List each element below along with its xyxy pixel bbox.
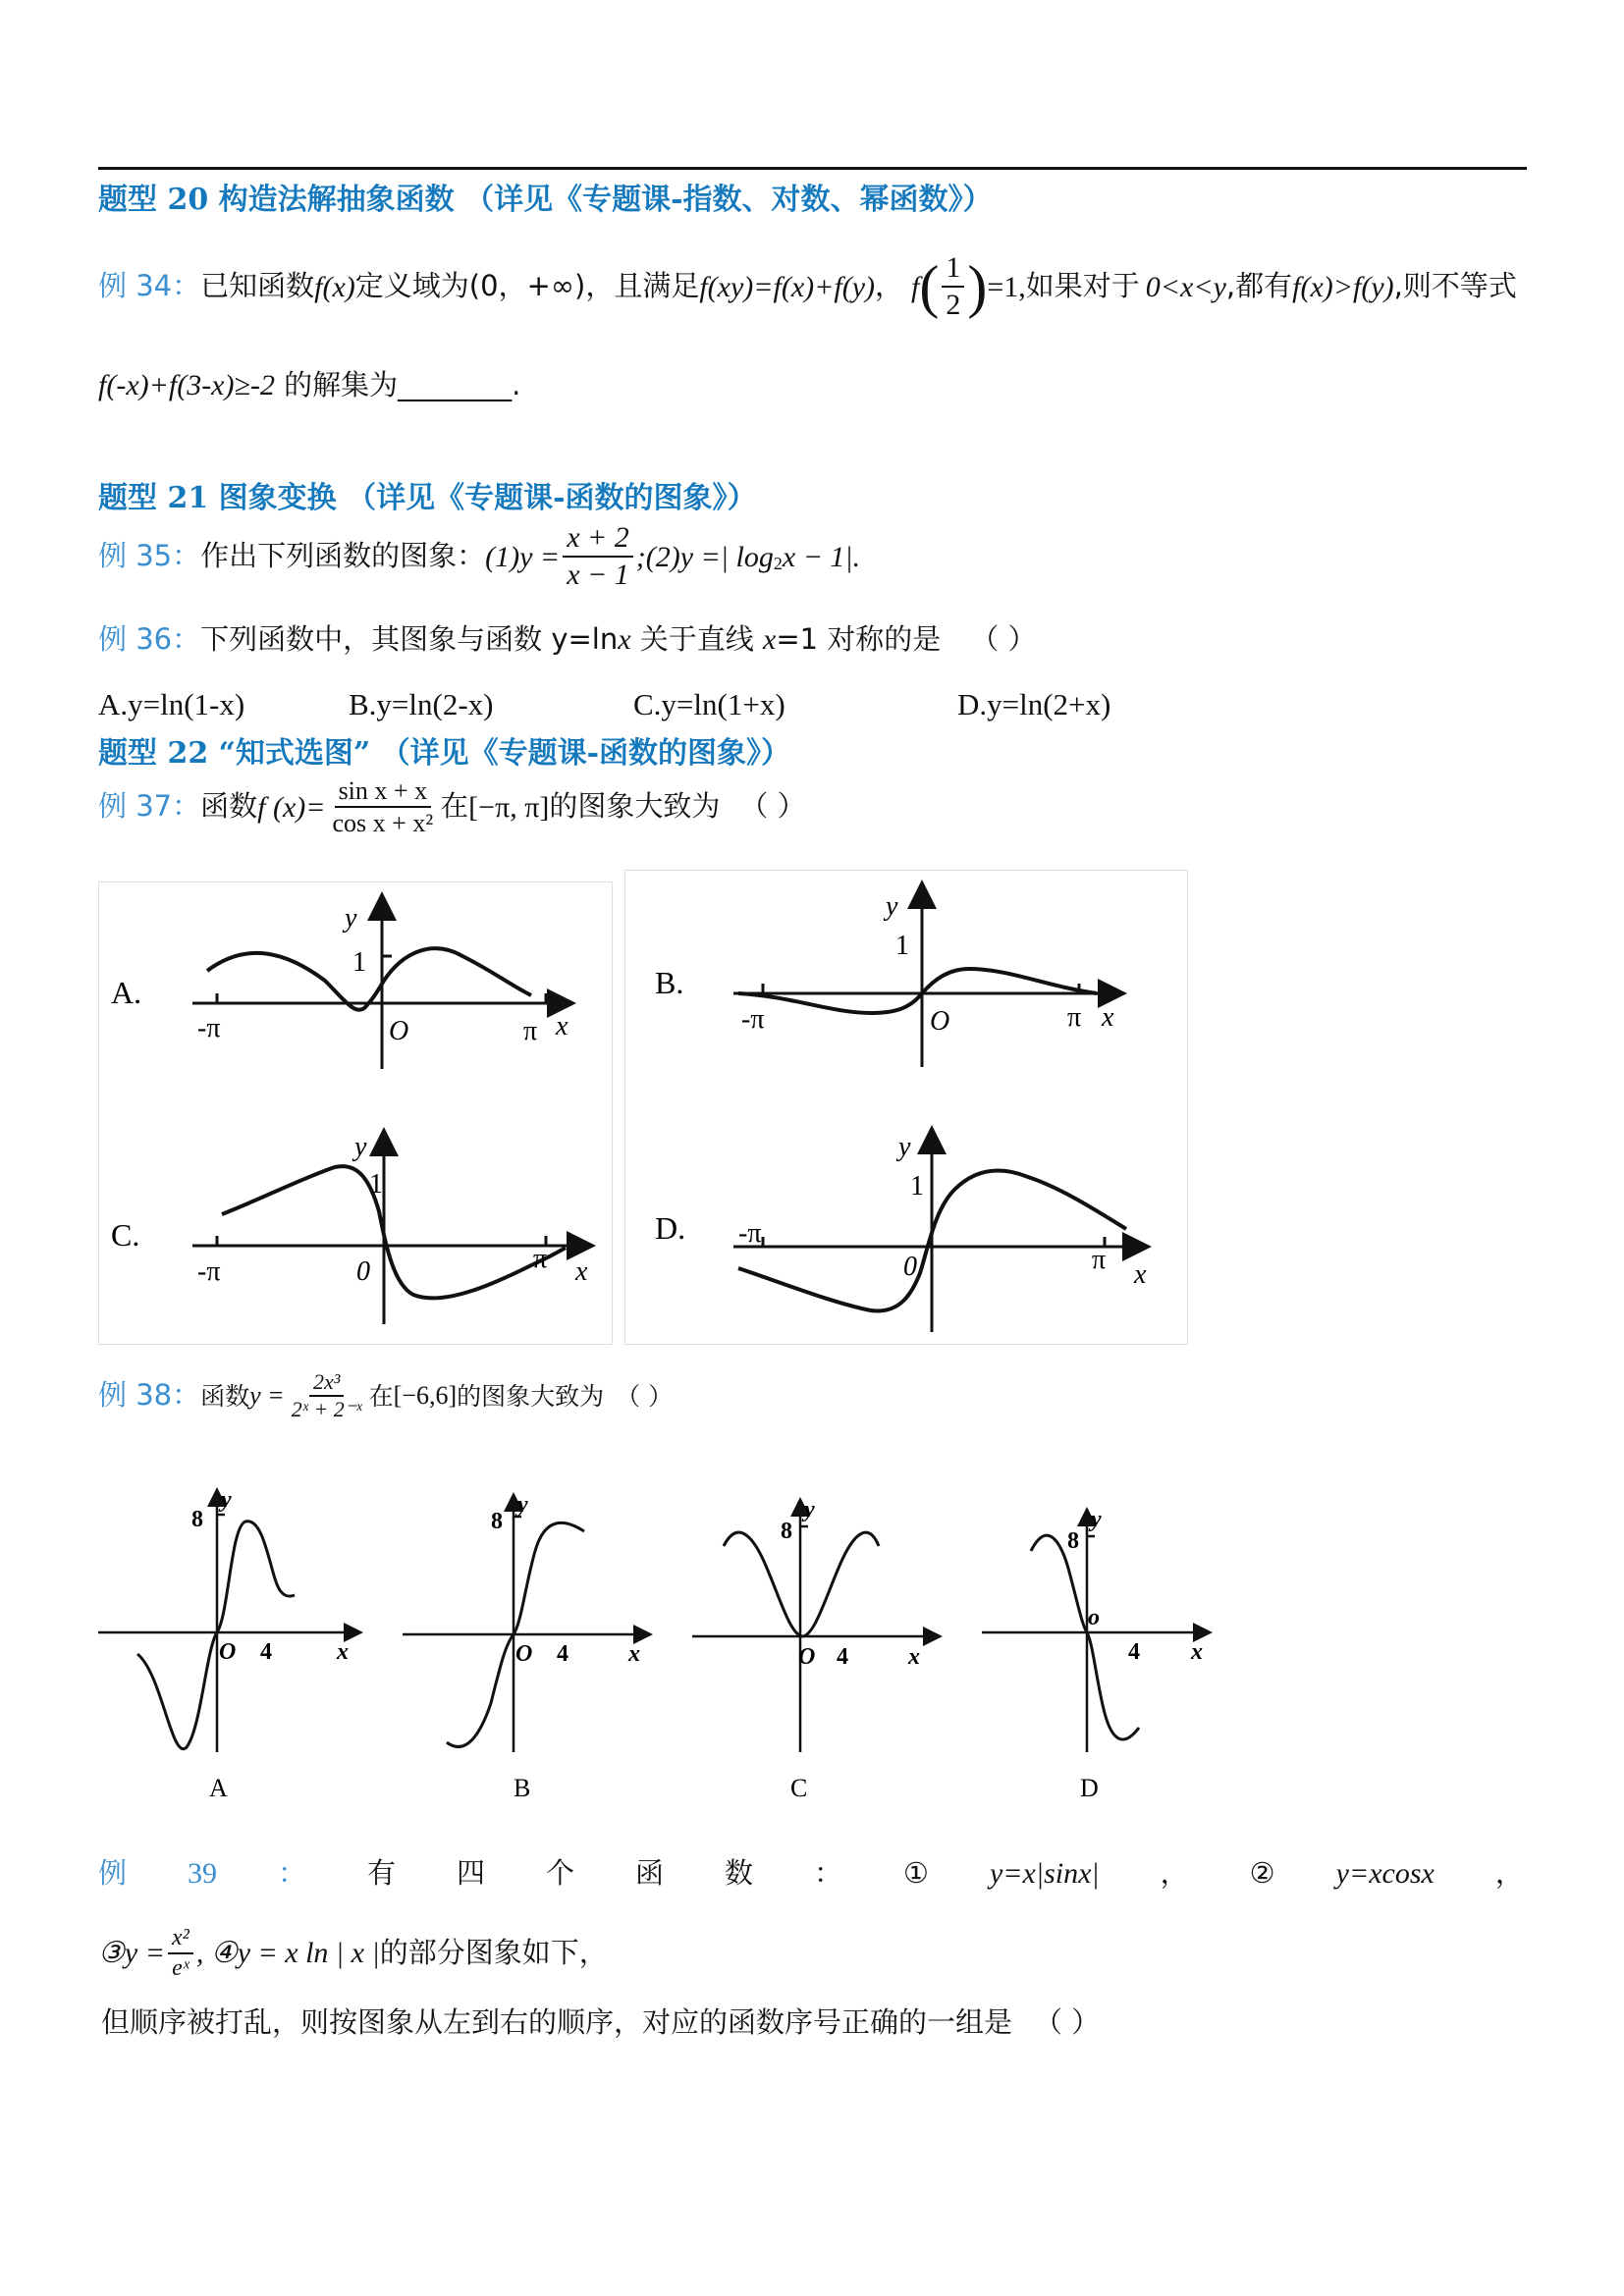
y-label: y <box>886 891 898 922</box>
text: 在 <box>368 1381 394 1411</box>
graph-a-curve <box>207 948 531 1010</box>
left-paren: ( <box>919 254 940 319</box>
text: 但顺序被打乱，则按图象从左到右的顺序，对应的函数序号正确的一组是 <box>101 2005 1013 2039</box>
graphs-a-c <box>99 882 612 1344</box>
graph-b <box>655 885 1121 1067</box>
fraction <box>288 1369 366 1423</box>
x-label: x <box>337 1639 349 1665</box>
text: ,则不等式 <box>1393 269 1517 303</box>
math: =1, <box>987 270 1026 303</box>
text: ， <box>1494 1855 1524 1890</box>
answer-paren: （ ） <box>970 622 1037 656</box>
example-38-label: 例 38： <box>98 1378 201 1413</box>
tick-label: π <box>1067 1002 1082 1033</box>
example-36-option-a: A.y=ln(1-x) <box>98 687 245 721</box>
tick-label: π <box>1092 1245 1107 1275</box>
graph-d <box>655 1131 1147 1332</box>
origin-label: O <box>389 1016 409 1046</box>
text: ， <box>875 269 904 303</box>
example-35 <box>98 520 860 593</box>
math: [−6,6] <box>393 1381 458 1411</box>
example-39-number: 39 <box>188 1857 217 1890</box>
text: 的部分图象如下， <box>379 1935 608 1969</box>
text: 下列函数中，其图象与函数 y=ln <box>200 622 619 656</box>
subscript: 2 <box>773 554 783 574</box>
y-label: y <box>898 1132 911 1162</box>
y-label: y <box>1091 1507 1102 1532</box>
x-label: x <box>628 1641 640 1667</box>
x-label: x <box>908 1644 920 1670</box>
x-label: x <box>1134 1259 1147 1290</box>
math: y=x|sinx| <box>989 1857 1100 1890</box>
answer-paren: （ ） <box>739 789 806 824</box>
math: 0<x<y <box>1145 270 1226 303</box>
math: [−π, π] <box>468 790 550 824</box>
math: x − 1|. <box>782 540 861 573</box>
tick-label: 8 <box>1067 1528 1079 1554</box>
example-39-colon: ： <box>277 1855 306 1890</box>
text: 作出下列函数的图象： <box>200 539 486 573</box>
graph38-a <box>98 1487 358 1802</box>
section-heading-21: 题型 21 图象变换 （详见《专题课-函数的图象》） <box>98 481 757 515</box>
tick-label: -π <box>738 1218 762 1249</box>
graph-panel-bd <box>624 870 1188 1345</box>
origin-label: O <box>930 1006 950 1037</box>
tick-label: -π <box>197 1256 221 1287</box>
text: 的图象大致为 <box>457 1381 605 1411</box>
tick-label: 8 <box>781 1519 792 1544</box>
top-rule <box>98 167 1527 170</box>
graph38-a-caption: A <box>209 1774 228 1802</box>
math: (1)y = <box>485 540 561 573</box>
math: y=xcosx <box>1335 1857 1435 1890</box>
origin-label: O <box>798 1644 816 1670</box>
numerator: x² <box>168 1924 193 1954</box>
text: 的图象大致为 <box>549 789 721 824</box>
math: f(-x)+f(3-x)≥-2 <box>98 369 275 401</box>
tick-label: 1 <box>910 1171 924 1201</box>
graph38-d-curve <box>1031 1535 1139 1739</box>
text: 数 <box>724 1855 753 1890</box>
math: , ④y = x ln | x | <box>195 1937 380 1970</box>
y-label: y <box>354 1132 367 1162</box>
tick-label: 4 <box>557 1641 568 1667</box>
numerator: 2x³ <box>309 1369 344 1397</box>
right-paren: ) <box>967 254 988 319</box>
x-label: x <box>556 1011 568 1041</box>
graph38-d-caption: D <box>1080 1774 1099 1802</box>
math: f <box>911 270 920 303</box>
graph-c <box>111 1132 590 1324</box>
section-heading-22: 题型 22 “知式选图” （详见《专题课-函数的图象》） <box>98 736 791 771</box>
denominator: eˣ <box>172 1954 189 1981</box>
math: f(x) <box>314 270 355 303</box>
tick-label: π <box>533 1244 548 1274</box>
graph38-b-caption: B <box>514 1774 531 1802</box>
example-36-label: 例 36： <box>98 622 201 656</box>
y-label: y <box>804 1497 815 1522</box>
origin-label: 0 <box>356 1256 370 1287</box>
text: ， <box>1160 1855 1189 1890</box>
example-34-line1 <box>98 250 1517 323</box>
tick-label: 4 <box>260 1639 272 1665</box>
denominator: x − 1 <box>567 559 629 591</box>
text: 已知函数 <box>200 269 315 303</box>
tick-label: π <box>523 1016 538 1046</box>
fraction <box>563 520 633 593</box>
text: =1 对称的是 <box>776 622 942 656</box>
graph38-b <box>403 1492 648 1802</box>
graphs-b-d <box>625 871 1187 1344</box>
graph38-d <box>982 1507 1208 1802</box>
section-heading-20: 题型 20 构造法解抽象函数 （详见《专题课-指数、对数、幂函数》） <box>98 183 993 217</box>
text: 关于直线 <box>630 622 764 656</box>
x-label: x <box>1191 1639 1203 1665</box>
text: ,都有 <box>1225 269 1293 303</box>
numerator: sin x + x <box>335 775 432 808</box>
example-36 <box>98 623 1037 656</box>
text: 如果对于 <box>1025 269 1140 303</box>
example-39-line2 <box>98 1924 608 1983</box>
tick-label: 8 <box>491 1509 503 1534</box>
y-label: y <box>345 903 357 934</box>
example-38 <box>98 1369 673 1423</box>
blank-answer: 的解集为________. <box>284 368 521 401</box>
fraction <box>168 1924 193 1983</box>
origin-label: O <box>219 1639 237 1665</box>
example-35-label: 例 35： <box>98 539 201 573</box>
fraction-one-half <box>942 250 964 323</box>
numerator: 1 <box>942 250 964 288</box>
x-label: x <box>1102 1002 1114 1033</box>
text: 函 <box>634 1855 664 1890</box>
math: f(xy)=f(x)+f(y) <box>699 270 876 303</box>
origin-label: 0 <box>903 1252 917 1282</box>
text: ② <box>1249 1855 1275 1890</box>
text: 定义域为(0，+∞)，且满足 <box>354 269 700 303</box>
example-38-graphs <box>93 1477 1232 1811</box>
example-34-label: 例 34： <box>98 269 201 303</box>
example-36-option-d: D.y=ln(2+x) <box>957 687 1111 721</box>
tick-label: -π <box>741 1004 765 1035</box>
example-34-line2 <box>98 369 520 401</box>
denominator: 2ˣ + 2⁻ˣ <box>291 1397 362 1422</box>
tick-label: 8 <box>191 1507 203 1532</box>
graph-a <box>111 897 570 1069</box>
x-label: x <box>575 1256 588 1287</box>
tick-label: 4 <box>1128 1639 1140 1665</box>
graph-b-letter: B. <box>655 965 684 1000</box>
denominator: cos x + x² <box>332 809 434 838</box>
text: 个 <box>545 1855 574 1890</box>
text: 函数 <box>200 789 258 824</box>
graph-c-letter: C. <box>111 1217 140 1253</box>
math: f(x)>f(y) <box>1292 270 1394 303</box>
example-36-option-b: B.y=ln(2-x) <box>349 687 494 721</box>
math: ;(2)y =| log <box>635 540 774 573</box>
math: y = <box>249 1381 285 1411</box>
text: 在 <box>440 789 469 824</box>
graph-d-letter: D. <box>655 1210 686 1246</box>
tick-label: 1 <box>352 947 366 978</box>
example-37 <box>98 775 806 838</box>
math: x <box>763 623 777 656</box>
math: x <box>618 623 631 656</box>
math: ③y = <box>98 1937 165 1970</box>
text: ： <box>813 1855 842 1890</box>
graph38-c <box>692 1497 938 1802</box>
denominator: 2 <box>946 289 961 321</box>
graph-b-curve <box>738 969 1097 1013</box>
fraction <box>329 775 438 838</box>
example-39-line3 <box>101 2007 1100 2039</box>
math: f (x)= <box>257 790 326 824</box>
answer-paren: （ ） <box>1034 2005 1101 2039</box>
y-label: y <box>221 1487 232 1513</box>
origin-label: O <box>515 1641 533 1667</box>
numerator: x + 2 <box>563 520 633 558</box>
tick-label: 4 <box>837 1644 848 1670</box>
graph-panel-ac <box>98 881 613 1345</box>
origin-label: o <box>1088 1605 1100 1630</box>
tick-label: 1 <box>369 1169 383 1200</box>
text: ① <box>902 1855 929 1890</box>
example-37-label: 例 37： <box>98 789 201 824</box>
example-39-line1 <box>98 1857 1524 1890</box>
graph-a-letter: A. <box>111 975 142 1010</box>
text: 四 <box>456 1855 485 1890</box>
text: 有 <box>366 1855 396 1890</box>
example-39-label: 例 <box>98 1855 128 1890</box>
answer-paren: （ ） <box>616 1381 674 1411</box>
graph-c-curve <box>222 1166 566 1298</box>
graph38-c-caption: C <box>790 1774 808 1802</box>
tick-label: -π <box>197 1013 221 1043</box>
text: 函数 <box>200 1381 250 1411</box>
tick-label: 1 <box>895 931 909 961</box>
example-36-option-c: C.y=ln(1+x) <box>633 687 785 721</box>
y-label: y <box>517 1492 528 1518</box>
